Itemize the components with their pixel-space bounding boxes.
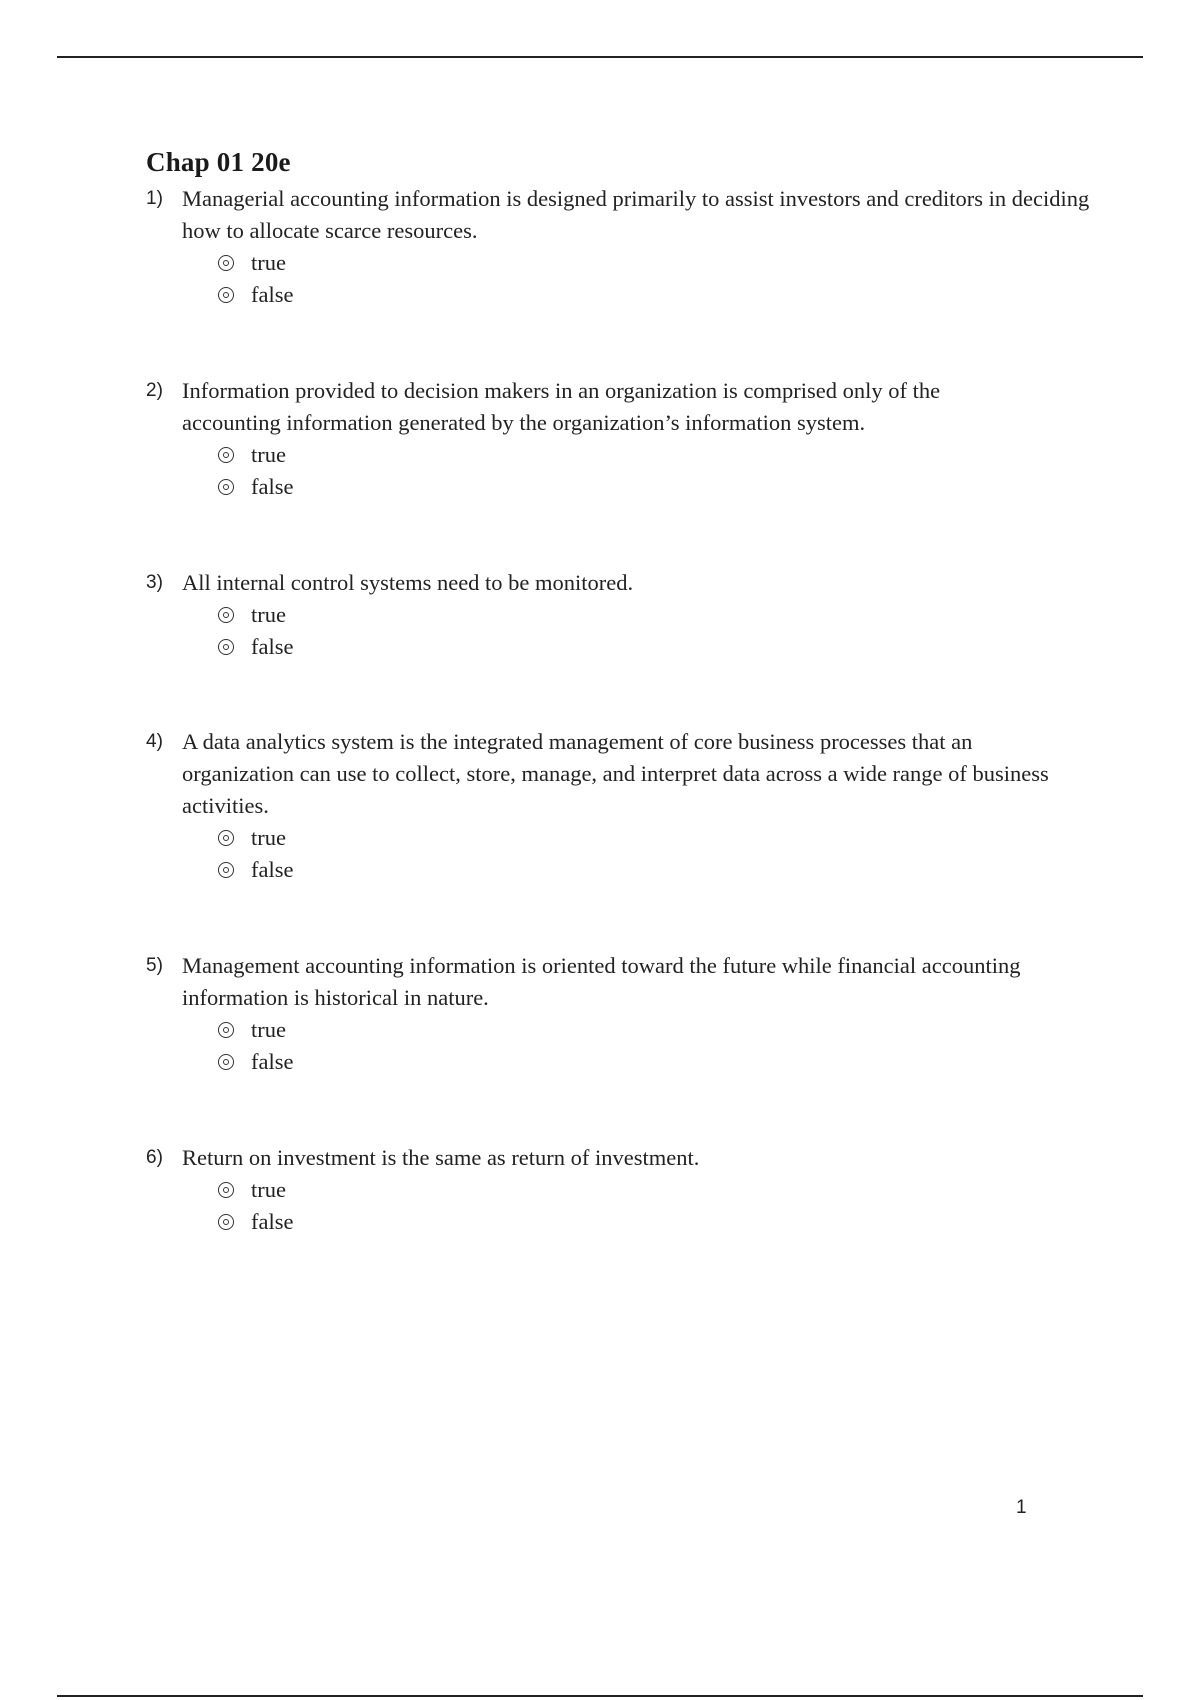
answer-options — [218, 1174, 1096, 1238]
option-true[interactable] — [218, 599, 1096, 631]
option-false[interactable] — [218, 854, 1096, 886]
answer-options — [218, 247, 1096, 311]
question-text: All internal control systems need to be monitored. — [182, 570, 634, 595]
radio-button-icon[interactable] — [218, 447, 234, 463]
question-number: 6) — [146, 1147, 163, 1168]
answer-options — [218, 822, 1096, 886]
question-number: 1) — [146, 188, 163, 209]
option-label: false — [251, 634, 294, 659]
question-2 — [146, 375, 1096, 503]
question-text: Management accounting information is oriented toward the future while financial accounting information is historical in nature. — [182, 953, 1021, 1010]
option-label: true — [251, 250, 286, 275]
document-title: Chap 01 20e — [146, 147, 291, 177]
option-label: true — [251, 1177, 286, 1202]
radio-button-icon[interactable] — [218, 287, 234, 303]
top-rule — [57, 56, 1143, 58]
option-label: true — [251, 442, 286, 467]
radio-button-icon[interactable] — [218, 607, 234, 623]
option-false[interactable] — [218, 471, 1096, 503]
question-text: A data analytics system is the integrated management of core business processes that an organization can use to collect, store, manage, and interpret data across a wide range of business activities. — [182, 729, 1049, 818]
option-true[interactable] — [218, 439, 1096, 471]
option-true[interactable] — [218, 1014, 1096, 1046]
question-text: Managerial accounting information is designed primarily to assist investors and creditors in deciding how to allocate scarce resources. — [182, 186, 1090, 243]
option-false[interactable] — [218, 1206, 1096, 1238]
answer-options — [218, 1014, 1096, 1078]
question-1 — [146, 183, 1096, 311]
page-number: 1 — [1016, 1497, 1027, 1518]
radio-button-icon[interactable] — [218, 1054, 234, 1070]
option-label: true — [251, 602, 286, 627]
radio-button-icon[interactable] — [218, 639, 234, 655]
answer-options — [218, 439, 1096, 503]
option-false[interactable] — [218, 279, 1096, 311]
question-3 — [146, 567, 1096, 663]
question-text: Return on investment is the same as return of investment. — [182, 1145, 700, 1170]
radio-button-icon[interactable] — [218, 862, 234, 878]
option-label: false — [251, 1209, 294, 1234]
radio-button-icon[interactable] — [218, 479, 234, 495]
option-label: true — [251, 825, 286, 850]
option-label: false — [251, 474, 294, 499]
question-5 — [146, 950, 1096, 1078]
option-label: true — [251, 1017, 286, 1042]
radio-button-icon[interactable] — [218, 1182, 234, 1198]
question-number: 3) — [146, 572, 163, 593]
bottom-rule — [57, 1695, 1143, 1697]
question-text: Information provided to decision makers in an organization is comprised only of the accounting information generated by the organization’s information system. — [182, 378, 941, 435]
option-true[interactable] — [218, 822, 1096, 854]
option-true[interactable] — [218, 1174, 1096, 1206]
question-4 — [146, 726, 1096, 886]
radio-button-icon[interactable] — [218, 1022, 234, 1038]
option-label: false — [251, 282, 294, 307]
answer-options — [218, 599, 1096, 663]
option-false[interactable] — [218, 1046, 1096, 1078]
option-label: false — [251, 1049, 294, 1074]
question-number: 4) — [146, 731, 163, 752]
option-false[interactable] — [218, 631, 1096, 663]
question-number: 5) — [146, 955, 163, 976]
radio-button-icon[interactable] — [218, 255, 234, 271]
radio-button-icon[interactable] — [218, 830, 234, 846]
option-label: false — [251, 857, 294, 882]
question-6 — [146, 1142, 1096, 1238]
question-number: 2) — [146, 380, 163, 401]
option-true[interactable] — [218, 247, 1096, 279]
radio-button-icon[interactable] — [218, 1214, 234, 1230]
